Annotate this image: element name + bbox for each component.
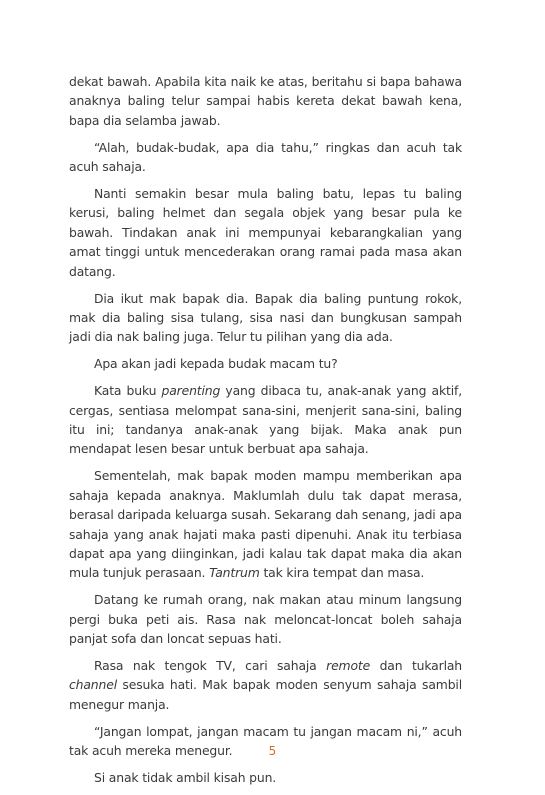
text-segment: Dia ikut mak bapak dia. Bapak dia baling puntung rokok, mak dia baling sisa tulang, sisa nasi dan bungkusan sampah jadi dia nak baling juga. Telur tu pilihan yang dia ada. bbox=[69, 290, 462, 345]
text-segment: Nanti semakin besar mula baling batu, lepas tu baling kerusi, baling helmet dan segala objek yang besar pula ke bawah. Tindakan anak ini mempunyai kebarangkalian yang amat tinggi untuk mencederakan orang ramai pada masa akan datang. bbox=[69, 186, 462, 279]
text-segment: Rasa nak tengok TV, cari sahaja bbox=[94, 657, 327, 673]
text-segment: “Alah, budak-budak, apa dia tahu,” ringkas dan acuh tak acuh sahaja. bbox=[69, 139, 462, 175]
text-segment: dekat bawah. Apabila kita naik ke atas, beritahu si bapa bahawa anaknya baling telur sampai habis kereta dekat bawah kena, bapa dia selamba jawab. bbox=[69, 74, 462, 128]
text-segment: Si anak tidak ambil kisah pun. bbox=[94, 770, 277, 785]
body-paragraph bbox=[69, 590, 462, 648]
text-segment: yang dibaca tu, anak-anak yang aktif, cergas, sentiasa melompat sana-sini, menjerit sana-sini, baling itu ini; tandanya anak-anak yang bijak. Maka anak pun mendapat lesen besar untuk berbuat apa sahaja. bbox=[69, 383, 462, 457]
page-body bbox=[69, 72, 462, 795]
italic-text: channel bbox=[69, 677, 117, 693]
text-segment: Sementelah, mak bapak moden mampu memberikan apa sahaja kepada anaknya. Maklumlah dulu tak dapat merasa, berasal daripada keluarga susah. Sekarang dah senang, jadi apa sahaja yang anak hajati maka pasti dipenuhi. Anak itu terbiasa dapat apa yang diinginkan, jadi kalau tak dapat maka dia akan mula tunjuk perasaan. bbox=[69, 468, 462, 581]
body-paragraph bbox=[69, 381, 462, 459]
body-paragraph bbox=[69, 289, 462, 347]
text-segment: tak kira tempat dan masa. bbox=[259, 565, 425, 581]
body-paragraph bbox=[69, 768, 462, 787]
text-segment: “Jangan lompat, jangan macam tu jangan macam ni,” acuh tak acuh mereka menegur. bbox=[69, 723, 462, 759]
body-paragraph bbox=[69, 138, 462, 177]
body-paragraph bbox=[69, 354, 462, 373]
text-segment: dan tukarlah bbox=[370, 657, 463, 673]
page-number: 5 bbox=[268, 744, 277, 758]
italic-text: Tantrum bbox=[209, 565, 260, 581]
italic-text: parenting bbox=[161, 383, 221, 399]
body-paragraph bbox=[69, 656, 462, 714]
text-segment: Kata buku bbox=[94, 383, 162, 399]
text-segment: Apa akan jadi kepada budak macam tu? bbox=[94, 356, 338, 372]
body-paragraph bbox=[69, 184, 462, 281]
text-segment: sesuka hati. Mak bapak moden senyum sahaja sambil menegur manja. bbox=[69, 677, 462, 712]
italic-text: remote bbox=[326, 657, 371, 673]
text-segment: Datang ke rumah orang, nak makan atau minum langsung pergi buka peti ais. Rasa nak meloncat-loncat boleh sahaja panjat sofa dan loncat sepuas hati. bbox=[69, 592, 462, 647]
body-paragraph bbox=[69, 72, 462, 130]
body-paragraph bbox=[69, 466, 462, 582]
